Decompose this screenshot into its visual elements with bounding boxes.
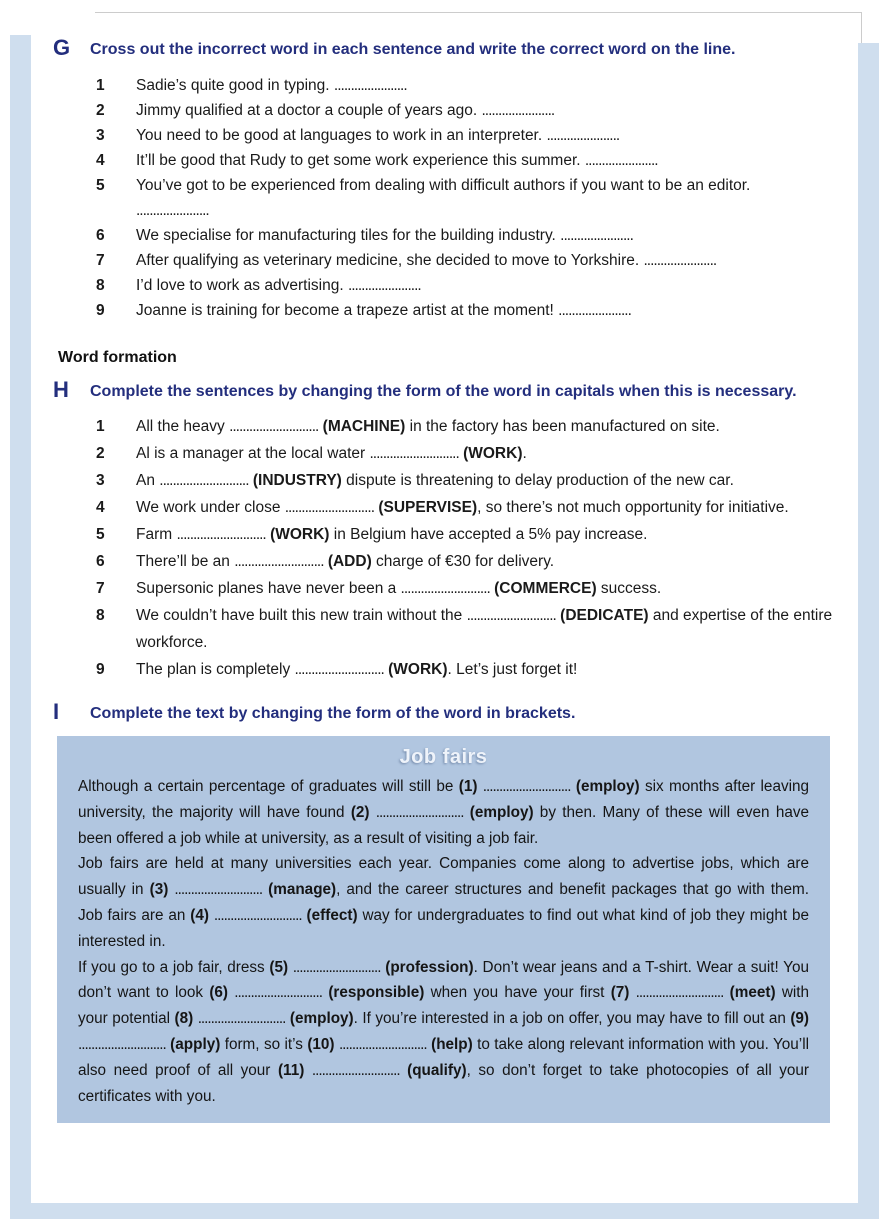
- answer-blank: ...........................: [234, 984, 323, 1002]
- exercise-g-item: [96, 148, 836, 173]
- job-fairs-title: Job fairs: [399, 746, 488, 768]
- capital-word: (WORK): [463, 445, 523, 462]
- item-number: 6: [96, 227, 105, 244]
- answer-blank: ......................: [558, 302, 631, 319]
- word-formation-heading: Word formation: [58, 349, 177, 366]
- item-sentence: You need to be good at languages to work in an interpreter. ......................: [136, 127, 620, 144]
- exercise-g-item: [96, 73, 836, 98]
- item-number: 9: [96, 302, 105, 319]
- answer-blank: ......................: [481, 102, 555, 119]
- answer-blank: ......................: [136, 202, 209, 219]
- exercise-g-item: [96, 298, 836, 323]
- answer-blank: ...........................: [338, 1035, 427, 1053]
- exercise-g-item: [96, 173, 836, 223]
- item-sentence: We work under close ........................... (SUPERVISE), so there’s not much opportunity for initiative.: [136, 499, 789, 516]
- exercise-h-item: [96, 413, 836, 440]
- bracket-word: (apply): [170, 1035, 221, 1053]
- item-sentence: Joanne is training for become a trapeze artist at the moment! ......................: [136, 302, 631, 319]
- exercise-g-item: [96, 123, 836, 148]
- job-fairs-paragraph: Job fairs are held at many universities each year. Companies come along to advertise jobs, which are usually in (3) ........................... (manage), and the career structures and benefit packages that go with them. Job fairs are an (4) ........................... (effect) way for undergraduates to find out what kind of job they might be interested in.: [78, 855, 810, 950]
- page-border-right: [858, 43, 879, 1219]
- blank-number: (8): [174, 1010, 194, 1028]
- blank-number: (7): [610, 984, 630, 1002]
- item-number: 1: [96, 77, 105, 94]
- item-number: 4: [96, 152, 105, 169]
- bracket-word: (effect): [306, 906, 358, 924]
- item-number: 2: [96, 445, 105, 462]
- answer-blank: ......................: [546, 127, 620, 144]
- workbook-page-content: [53, 35, 836, 1123]
- answer-blank: ...........................: [375, 803, 464, 821]
- exercise-h-item: [96, 521, 836, 548]
- exercise-h-item: [96, 548, 836, 575]
- page-border-bottom: [10, 1203, 879, 1219]
- job-fairs-paragraph: If you go to a job fair, dress (5) ........................... (profession). Don’t wear jeans and a T-shirt. Wear a suit! You don’t want to look (6) ........................... (responsible) when you have your first (7) ........................... (meet) with your potential (8) ........................... (employ). If you’re interested in a job on offer, you may have to fill out an (9) ........................... (apply) form, so it’s (10) ........................... (help) to take along relevant information with you. You’ll also need proof of all your (11) ........................... (qualify), so don’t forget to take photocopies of all your certificates with you.: [78, 958, 810, 1105]
- exercise-h-item: [96, 575, 836, 602]
- capital-word: (WORK): [270, 526, 330, 543]
- item-number: 3: [96, 472, 105, 489]
- bracket-word: (responsible): [328, 984, 425, 1002]
- exercise-g-section: [53, 35, 836, 323]
- capital-word: (INDUSTRY): [252, 472, 342, 489]
- capital-word: (ADD): [327, 553, 372, 570]
- answer-blank: ...........................: [294, 661, 384, 678]
- bracket-word: (qualify): [407, 1061, 467, 1079]
- answer-blank: ......................: [643, 252, 717, 269]
- bracket-word: (manage): [268, 881, 337, 899]
- blank-number: (11): [277, 1061, 305, 1079]
- item-number: 7: [96, 580, 105, 597]
- blank-number: (9): [790, 1010, 810, 1028]
- item-sentence: You’ve got to be experienced from dealing with difficult authors if you want to be an editor. ......................: [136, 173, 836, 223]
- blank-number: (5): [269, 958, 289, 976]
- answer-blank: ...........................: [466, 607, 556, 624]
- item-sentence: All the heavy ........................... (MACHINE) in the factory has been manufactured on site.: [136, 418, 720, 435]
- page-edge-line-right: [861, 12, 862, 44]
- item-number: 6: [96, 553, 105, 570]
- capital-word: (SUPERVISE): [378, 499, 478, 516]
- exercise-h-item: [96, 602, 836, 656]
- answer-blank: ...........................: [369, 445, 459, 462]
- bracket-word: (profession): [385, 958, 474, 976]
- item-sentence: It’ll be good that Rudy to get some work experience this summer. ......................: [136, 152, 658, 169]
- exercise-i-section: [53, 699, 836, 1123]
- exercise-g-item: [96, 248, 836, 273]
- blank-number: (1): [458, 778, 478, 795]
- exercise-g-item: [96, 98, 836, 123]
- item-sentence: An ........................... (INDUSTRY) dispute is threatening to delay production of the new car.: [136, 472, 734, 489]
- exercise-h-header: [53, 377, 836, 402]
- answer-blank: ...........................: [400, 580, 490, 597]
- capital-word: (DEDICATE): [560, 607, 649, 624]
- page-edge-line-top: [95, 12, 862, 13]
- page-border-left: [10, 35, 31, 1219]
- item-sentence: There’ll be an ........................... (ADD) charge of €30 for delivery.: [136, 553, 555, 570]
- exercise-g-header: [53, 35, 836, 60]
- exercise-g-letter: G: [53, 35, 71, 60]
- item-number: 2: [96, 102, 105, 119]
- blank-number: (2): [350, 803, 370, 821]
- answer-blank: ......................: [584, 152, 658, 169]
- exercise-h-item: [96, 494, 836, 521]
- answer-blank: ...........................: [213, 906, 302, 924]
- item-sentence: Sadie’s quite good in typing. ......................: [136, 77, 407, 94]
- answer-blank: ......................: [333, 77, 407, 94]
- answer-blank: ...........................: [229, 418, 319, 435]
- item-sentence: Supersonic planes have never been a ........................... (COMMERCE) success.: [136, 580, 662, 597]
- item-number: 3: [96, 127, 105, 144]
- exercise-g-item: [96, 273, 836, 298]
- bracket-word: (employ): [575, 778, 640, 795]
- answer-blank-line: [136, 198, 836, 223]
- item-number: 5: [96, 177, 105, 194]
- answer-blank: ...........................: [234, 553, 324, 570]
- answer-blank: ...........................: [311, 1061, 400, 1079]
- blank-number: (6): [209, 984, 229, 1002]
- answer-blank: ...........................: [292, 958, 381, 976]
- item-sentence: The plan is completely ........................... (WORK). Let’s just forget it!: [136, 661, 578, 678]
- exercise-h-item: [96, 440, 836, 467]
- exercise-i-header: [53, 699, 836, 724]
- item-sentence: We couldn’t have built this new train without the ........................... (DEDICATE) and expertise of the entire workforce.: [136, 607, 833, 651]
- item-number: 8: [96, 607, 105, 624]
- job-fairs-text-box: [57, 736, 830, 1123]
- item-number: 1: [96, 418, 105, 435]
- answer-blank: ...........................: [197, 1010, 286, 1028]
- capital-word: (WORK): [388, 661, 448, 678]
- item-sentence: Jimmy qualified at a doctor a couple of years ago. ......................: [136, 102, 555, 119]
- bracket-word: (help): [431, 1035, 473, 1053]
- item-sentence: I’d love to work as advertising. ......................: [136, 277, 421, 294]
- exercise-h-item: [96, 656, 836, 683]
- blank-number: (3): [149, 881, 169, 899]
- item-sentence: After qualifying as veterinary medicine, she decided to move to Yorkshire. ......................: [136, 252, 717, 269]
- exercise-h-list: [96, 413, 836, 683]
- item-number: 5: [96, 526, 105, 543]
- bracket-word: (meet): [729, 984, 776, 1002]
- exercise-i-letter: I: [53, 699, 60, 724]
- answer-blank: ......................: [347, 277, 421, 294]
- item-number: 8: [96, 277, 105, 294]
- job-fairs-paragraph: Although a certain percentage of graduates will still be (1) ........................... (employ) six months after leaving university, the majority will have found (2) ........................... (employ) by then. Many of these will even have been offered a job while at university, as a result of visiting a job fair.: [78, 778, 810, 847]
- exercise-g-list: [96, 73, 836, 323]
- answer-blank: ...........................: [176, 526, 266, 543]
- item-number: 9: [96, 661, 105, 678]
- item-sentence: Farm ........................... (WORK) in Belgium have accepted a 5% pay increase.: [136, 526, 648, 543]
- exercise-g-item: [96, 223, 836, 248]
- capital-word: (MACHINE): [322, 418, 406, 435]
- bracket-word: (employ): [469, 803, 534, 821]
- bracket-word: (employ): [289, 1010, 354, 1028]
- item-number: 7: [96, 252, 105, 269]
- job-fairs-paragraphs: [78, 774, 809, 1109]
- item-sentence: We specialise for manufacturing tiles for the building industry. ......................: [136, 227, 633, 244]
- answer-blank: ...........................: [635, 984, 724, 1002]
- answer-blank: ...........................: [284, 499, 375, 516]
- exercise-g-instruction: Cross out the incorrect word in each sentence and write the correct word on the line.: [90, 41, 736, 58]
- blank-number: (4): [190, 906, 209, 924]
- answer-blank: ...........................: [78, 1035, 166, 1053]
- answer-blank: ...........................: [482, 778, 571, 795]
- exercise-i-instruction: Complete the text by changing the form of the word in brackets.: [90, 705, 576, 722]
- exercise-h-section: [53, 377, 836, 683]
- answer-blank: ......................: [560, 227, 633, 244]
- item-sentence: Al is a manager at the local water ........................... (WORK).: [136, 445, 527, 462]
- blank-number: (10): [307, 1035, 335, 1053]
- answer-blank: ...........................: [159, 472, 249, 489]
- exercise-h-item: [96, 467, 836, 494]
- capital-word: (COMMERCE): [494, 580, 597, 597]
- exercise-h-instruction: Complete the sentences by changing the form of the word in capitals when this is necessary.: [90, 383, 797, 400]
- item-number: 4: [96, 499, 105, 516]
- exercise-h-letter: H: [53, 377, 69, 402]
- answer-blank: ...........................: [174, 881, 263, 899]
